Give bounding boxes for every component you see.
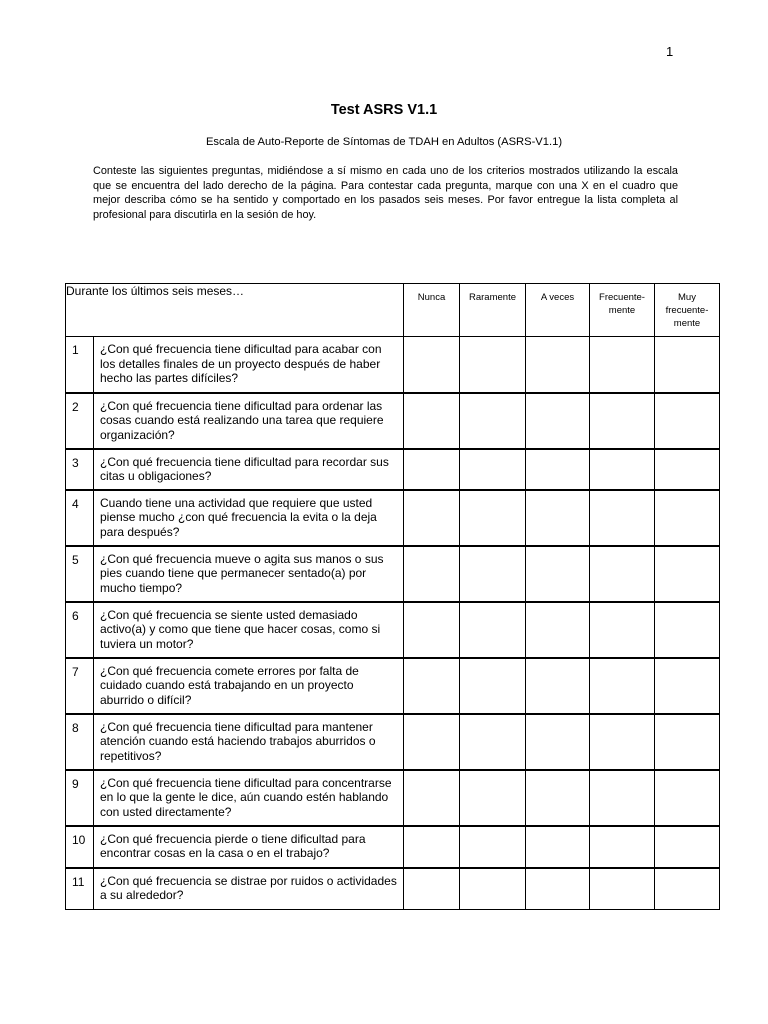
page-subtitle: Escala de Auto-Reporte de Síntomas de TDAH en Adultos (ASRS-V1.1) [205, 136, 563, 148]
answer-cell-raramente[interactable] [460, 337, 526, 393]
asrs-questionnaire-table [65, 283, 720, 910]
table-row [66, 826, 720, 868]
table-row [66, 770, 720, 826]
answer-cell-raramente[interactable] [460, 490, 526, 546]
answer-cell-frecuentemente[interactable] [590, 490, 655, 546]
answer-cell-a-veces[interactable] [526, 770, 590, 826]
answer-cell-frecuentemente[interactable] [590, 449, 655, 490]
question-number: 9 [66, 770, 94, 826]
answer-cell-a-veces[interactable] [526, 449, 590, 490]
answer-cell-a-veces[interactable] [526, 658, 590, 714]
answer-cell-nunca[interactable] [404, 546, 460, 602]
header-option-a-veces: A veces [526, 284, 590, 337]
question-text: Cuando tiene una actividad que requiere que usted piense mucho ¿con qué frecuencia la evita o la deja para después? [94, 490, 404, 546]
header-option-raramente: Raramente [460, 284, 526, 337]
answer-cell-raramente[interactable] [460, 602, 526, 658]
header-option-nunca: Nunca [404, 284, 460, 337]
answer-cell-frecuentemente[interactable] [590, 658, 655, 714]
table-row [66, 714, 720, 770]
table-row [66, 658, 720, 714]
answer-cell-nunca[interactable] [404, 658, 460, 714]
answer-cell-raramente[interactable] [460, 546, 526, 602]
page-title: Test ASRS V1.1 [330, 102, 438, 118]
answer-cell-nunca[interactable] [404, 337, 460, 393]
instructions-paragraph: Conteste las siguientes preguntas, midiéndose a sí mismo en cada uno de los criterios mostrados utilizando la escala que se encuentra del lado derecho de la página. Para contestar cada pregunta, marque con una X en el cuadro que mejor describa cómo se ha sentido y comportado en los pasados seis meses. Por favor entregue la lista completa al profesional para discutirla en la sesión de hoy. [93, 165, 678, 221]
question-number: 8 [66, 714, 94, 770]
table-row [66, 868, 720, 910]
header-period-label: Durante los últimos seis meses… [66, 284, 404, 337]
answer-cell-muy-frecuentemente[interactable] [655, 337, 720, 393]
question-number: 10 [66, 826, 94, 868]
question-number: 1 [66, 337, 94, 393]
answer-cell-muy-frecuentemente[interactable] [655, 714, 720, 770]
question-number: 4 [66, 490, 94, 546]
answer-cell-a-veces[interactable] [526, 546, 590, 602]
answer-cell-raramente[interactable] [460, 868, 526, 910]
answer-cell-a-veces[interactable] [526, 826, 590, 868]
question-text: ¿Con qué frecuencia tiene dificultad para acabar con los detalles finales de un proyecto después de haber hecho las partes difíciles? [94, 337, 404, 393]
page-number: 1 [666, 44, 674, 59]
answer-cell-muy-frecuentemente[interactable] [655, 449, 720, 490]
answer-cell-frecuentemente[interactable] [590, 546, 655, 602]
question-number: 6 [66, 602, 94, 658]
answer-cell-nunca[interactable] [404, 770, 460, 826]
question-text: ¿Con qué frecuencia se siente usted demasiado activo(a) y como que tiene que hacer cosas, como si tuviera un motor? [94, 602, 404, 658]
answer-cell-muy-frecuentemente[interactable] [655, 490, 720, 546]
answer-cell-frecuentemente[interactable] [590, 826, 655, 868]
answer-cell-a-veces[interactable] [526, 868, 590, 910]
answer-cell-muy-frecuentemente[interactable] [655, 602, 720, 658]
question-number: 7 [66, 658, 94, 714]
answer-cell-nunca[interactable] [404, 826, 460, 868]
question-text: ¿Con qué frecuencia tiene dificultad para mantener atención cuando está haciendo trabajos aburridos o repetitivos? [94, 714, 404, 770]
answer-cell-a-veces[interactable] [526, 490, 590, 546]
answer-cell-a-veces[interactable] [526, 337, 590, 393]
answer-cell-nunca[interactable] [404, 602, 460, 658]
question-text: ¿Con qué frecuencia mueve o agita sus manos o sus pies cuando tiene que permanecer sentado(a) por mucho tiempo? [94, 546, 404, 602]
question-number: 11 [66, 868, 94, 910]
table-header-row [66, 284, 720, 337]
answer-cell-muy-frecuentemente[interactable] [655, 546, 720, 602]
answer-cell-raramente[interactable] [460, 826, 526, 868]
question-text: ¿Con qué frecuencia se distrae por ruidos o actividades a su alrededor? [94, 868, 404, 910]
table-row [66, 449, 720, 490]
answer-cell-frecuentemente[interactable] [590, 868, 655, 910]
answer-cell-muy-frecuentemente[interactable] [655, 770, 720, 826]
answer-cell-raramente[interactable] [460, 658, 526, 714]
answer-cell-frecuentemente[interactable] [590, 393, 655, 449]
answer-cell-nunca[interactable] [404, 449, 460, 490]
answer-cell-frecuentemente[interactable] [590, 770, 655, 826]
answer-cell-a-veces[interactable] [526, 393, 590, 449]
question-number: 2 [66, 393, 94, 449]
answer-cell-muy-frecuentemente[interactable] [655, 393, 720, 449]
table-row [66, 393, 720, 449]
answer-cell-raramente[interactable] [460, 393, 526, 449]
answer-cell-muy-frecuentemente[interactable] [655, 826, 720, 868]
answer-cell-nunca[interactable] [404, 490, 460, 546]
question-text: ¿Con qué frecuencia pierde o tiene dificultad para encontrar cosas en la casa o en el trabajo? [94, 826, 404, 868]
answer-cell-raramente[interactable] [460, 714, 526, 770]
question-text: ¿Con qué frecuencia tiene dificultad para concentrarse en lo que la gente le dice, aún cuando estén hablando con usted directamente? [94, 770, 404, 826]
answer-cell-raramente[interactable] [460, 449, 526, 490]
header-option-frecuentemente: Frecuente- mente [590, 284, 655, 337]
table-row [66, 602, 720, 658]
answer-cell-muy-frecuentemente[interactable] [655, 868, 720, 910]
answer-cell-frecuentemente[interactable] [590, 337, 655, 393]
table-row [66, 490, 720, 546]
answer-cell-raramente[interactable] [460, 770, 526, 826]
table-row [66, 337, 720, 393]
answer-cell-nunca[interactable] [404, 393, 460, 449]
question-number: 3 [66, 449, 94, 490]
question-text: ¿Con qué frecuencia tiene dificultad para recordar sus citas u obligaciones? [94, 449, 404, 490]
answer-cell-a-veces[interactable] [526, 714, 590, 770]
table-row [66, 546, 720, 602]
question-number: 5 [66, 546, 94, 602]
answer-cell-nunca[interactable] [404, 714, 460, 770]
answer-cell-frecuentemente[interactable] [590, 602, 655, 658]
answer-cell-frecuentemente[interactable] [590, 714, 655, 770]
question-text: ¿Con qué frecuencia comete errores por falta de cuidado cuando está trabajando en un proyecto aburrido o difícil? [94, 658, 404, 714]
answer-cell-muy-frecuentemente[interactable] [655, 658, 720, 714]
question-text: ¿Con qué frecuencia tiene dificultad para ordenar las cosas cuando está realizando una tarea que requiere organización? [94, 393, 404, 449]
header-option-muy-frecuentemente: Muy frecuente- mente [655, 284, 720, 337]
answer-cell-nunca[interactable] [404, 868, 460, 910]
answer-cell-a-veces[interactable] [526, 602, 590, 658]
